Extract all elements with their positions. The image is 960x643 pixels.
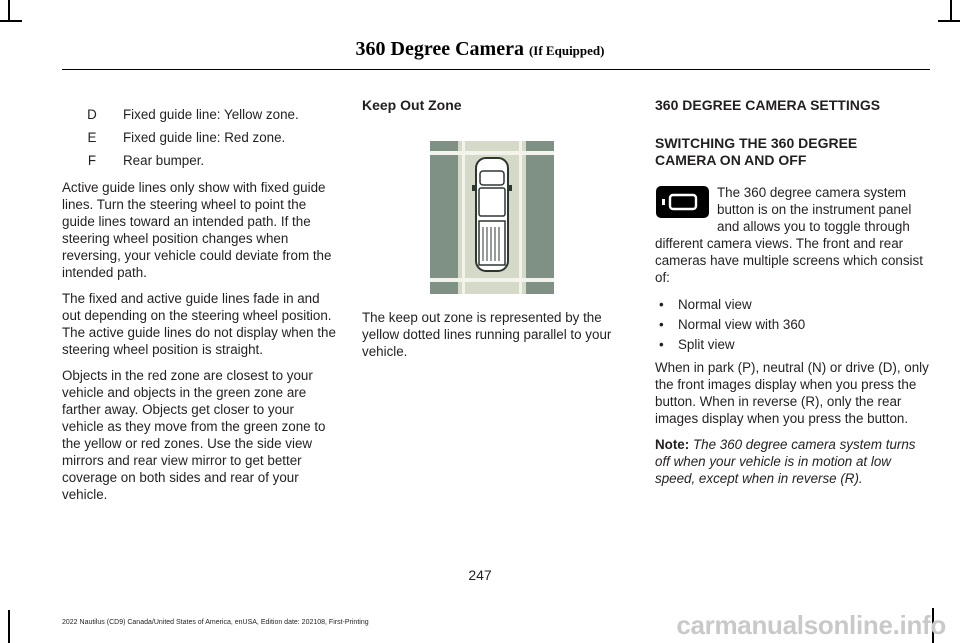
subsection-heading-line: SWITCHING THE 360 DEGREE	[655, 135, 858, 151]
crop-mark	[0, 20, 22, 22]
header-title: 360 Degree Camera	[355, 38, 524, 60]
legend-item	[62, 129, 338, 152]
body-paragraph: The keep out zone is represented by the yellow dotted lines running parallel to your vehicle.	[362, 310, 612, 359]
right-keep-out-line	[519, 141, 522, 294]
legend-text: Fixed guide line: Yellow zone.	[123, 107, 299, 122]
legend-item	[62, 106, 338, 129]
subsection-heading	[655, 135, 930, 169]
header-subtitle: (If Equipped)	[528, 43, 605, 58]
header-divider	[62, 69, 930, 70]
middle-column	[362, 97, 628, 123]
note-label: Note:	[655, 437, 690, 452]
list-item	[655, 296, 930, 316]
legend-key: F	[87, 153, 97, 168]
intro-line: and allows you to toggle through	[717, 219, 910, 234]
watermark-text: carmanualsonline.info	[676, 610, 946, 640]
left-keep-out-line	[462, 141, 465, 294]
vehicle-icon	[472, 158, 512, 271]
keep-out-zone-figure	[430, 141, 554, 294]
right-intro	[717, 184, 932, 235]
legend-key: E	[87, 130, 97, 145]
section-heading: 360 DEGREE CAMERA SETTINGS	[655, 97, 881, 113]
legend-text: Rear bumper.	[123, 153, 205, 168]
legend-text: Fixed guide line: Red zone.	[123, 130, 286, 145]
section-heading: Keep Out Zone	[362, 97, 462, 113]
crop-mark	[938, 20, 960, 22]
body-paragraph: Objects in the red zone are closest to your vehicle and objects in the green zone are farther away. Objects get closer to your vehicle as they move from the green zone to the yellow or red zones. Use the side view mirrors and rear view mirror to get better coverage on both sides and rear of your vehicle.	[62, 368, 326, 502]
middle-column-body	[362, 309, 628, 369]
crop-mark	[8, 0, 10, 22]
right-column	[655, 97, 930, 178]
list-item	[655, 336, 930, 359]
body-paragraph: The fixed and active guide lines fade in and out depending on the steering wheel position. The active guide lines do not display when the steering wheel position is straight.	[62, 291, 336, 357]
legend-item	[62, 152, 338, 179]
crop-mark	[950, 0, 952, 22]
list-item	[655, 316, 930, 336]
edition-footer: 2022 Nautilus (CD9) Canada/United States of America, enUSA, Edition date: 202108, First-Printing	[62, 619, 369, 626]
top-stop-line	[430, 151, 554, 155]
note-text: The 360 degree camera system turns off when your vehicle is in motion at low speed, except when in reverse (R).	[655, 437, 916, 486]
bottom-stop-line	[430, 278, 554, 282]
bullet-icon: •	[659, 297, 664, 312]
page-header	[0, 38, 960, 61]
body-paragraph: different camera views. The front and rear cameras have multiple screens which consist of:	[655, 236, 923, 285]
intro-line: The 360 degree camera system	[717, 185, 907, 200]
right-column-body	[655, 235, 930, 496]
body-paragraph: Active guide lines only show with fixed guide lines. Turn the steering wheel to point the guide lines toward an intended path. If the steering wheel position changes when reversing, your vehicle could deviate from the intended path.	[62, 180, 332, 280]
note	[655, 436, 930, 487]
list-item-text: Normal view with 360	[678, 317, 806, 332]
crop-mark	[8, 610, 10, 643]
subsection-heading-line: CAMERA ON AND OFF	[655, 152, 807, 168]
list-item-text: Split view	[678, 337, 735, 352]
intro-line: button is on the instrument panel	[717, 202, 912, 217]
list-item-text: Normal view	[678, 297, 752, 312]
body-paragraph: When in park (P), neutral (N) or drive (D), only the front images display when you press the button. When in reverse (R), only the rear images display when you press the button.	[655, 360, 929, 426]
bullet-icon: •	[659, 337, 664, 352]
bullet-icon: •	[659, 317, 664, 332]
left-column	[62, 106, 338, 512]
legend-key: D	[87, 107, 97, 122]
camera-button-icon	[656, 186, 709, 218]
page-number: 247	[468, 567, 492, 583]
